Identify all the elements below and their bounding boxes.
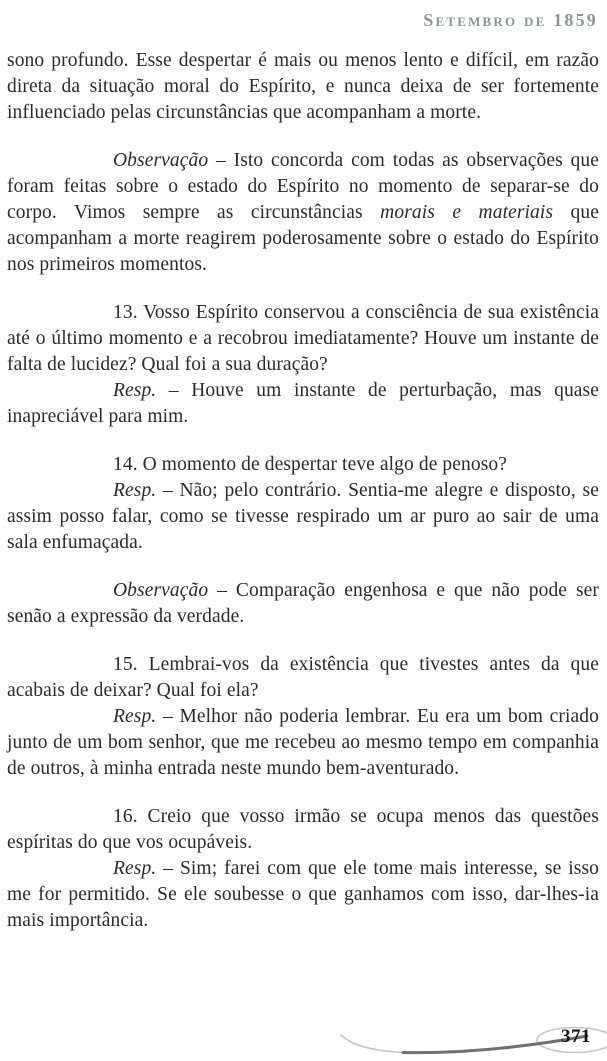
text-run: – Isto concorda com todas as observações que foram feitas sobre o estado do Espírito no momento de separar-se do corpo. Vimos sempre as circunstâncias	[7, 150, 599, 223]
italic-run: Observação	[113, 580, 209, 601]
italic-run: Resp.	[113, 706, 157, 727]
paragraph	[7, 856, 599, 934]
paragraph	[7, 478, 599, 556]
italic-run: Resp.	[113, 380, 157, 401]
italic-run: Resp.	[113, 480, 157, 501]
paragraph	[7, 804, 599, 856]
text-run: 15. Lembrai-vos da existência que tivestes antes da que acabais de deixar? Qual foi ela?	[7, 654, 599, 701]
italic-run: Resp.	[113, 858, 157, 879]
paragraph	[7, 300, 599, 378]
text-run: sono profundo. Esse despertar é mais ou menos lento e difícil, em razão direta da situação moral do Espírito, e nunca deixa de ser fortemente influenciado pelas circunstâncias que acompanham a morte.	[7, 50, 599, 123]
text-run: – Sim; farei com que ele tome mais interesse, se isso me for permitido. Se ele soubesse o que ganhamos com isso, dar-lhes-ia mais importância.	[7, 858, 599, 931]
italic-run: Observação	[113, 150, 209, 171]
paragraph	[7, 48, 599, 126]
italic-run: morais e materiais	[380, 202, 554, 223]
text-run: – Não; pelo contrário. Sentia-me alegre e disposto, se assim posso falar, como se tivesse respirado um ar puro ao sair de uma sala enfumaçada.	[7, 480, 599, 553]
paragraph	[7, 452, 599, 478]
text-run: 14. O momento de despertar teve algo de penoso?	[113, 454, 508, 475]
text-run: – Houve um instante de perturbação, mas quase inapreciável para mim.	[7, 380, 599, 427]
paragraph	[7, 148, 599, 278]
text-run: – Comparação engenhosa e que não pode ser senão a expressão da verdade.	[7, 580, 599, 627]
text-run: – Melhor não poderia lembrar. Eu era um bom criado junto de um bom senhor, que me recebeu ao mesmo tempo em companhia de outros, à minha entrada neste mundo bem-aventurado.	[7, 706, 599, 779]
text-run: que acompanham a morte reagirem poderosamente sobre o estado do Espírito nos primeiros momentos.	[7, 202, 600, 275]
text-run: 16. Creio que vosso irmão se ocupa menos das questões espíritas do que vos ocupáveis.	[7, 806, 599, 853]
page-number: 371	[561, 1026, 591, 1047]
paragraph	[7, 704, 599, 782]
page-footer	[335, 1009, 607, 1057]
paragraph	[7, 578, 599, 630]
paragraph	[7, 652, 599, 704]
text-run: 13. Vosso Espírito conservou a consciência de sua existência até o último momento e a recobrou imediatamente? Houve um instante de falta de lucidez? Qual foi a sua duração?	[7, 302, 599, 375]
page-body	[7, 48, 599, 934]
paragraph	[7, 378, 599, 430]
running-header: Setembro de 1859	[423, 10, 598, 30]
